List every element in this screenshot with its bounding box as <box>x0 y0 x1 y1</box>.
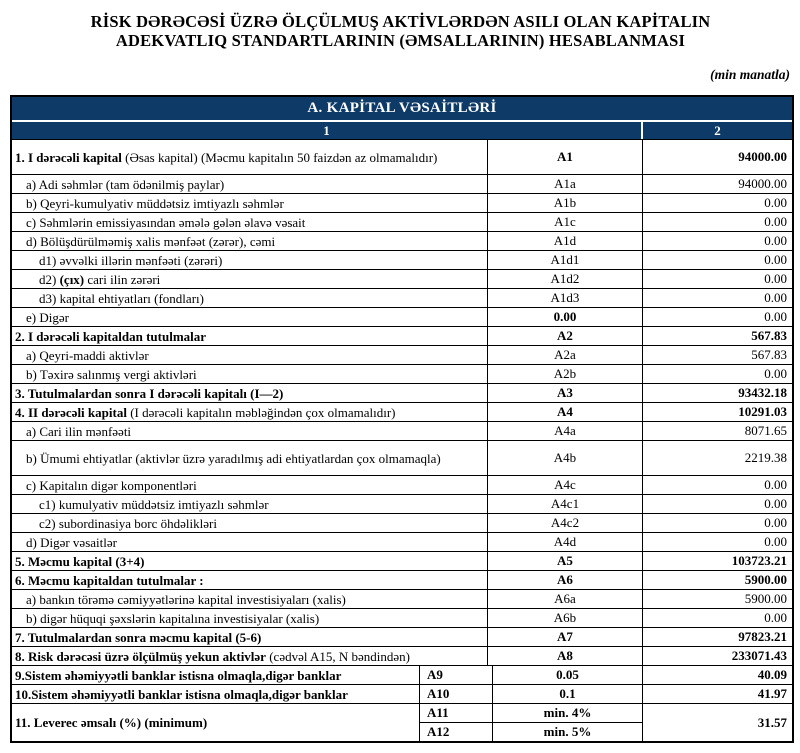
table-row <box>12 231 792 250</box>
table-row <box>12 608 792 627</box>
row-value: 94000.00 <box>642 175 792 193</box>
unit-note: (min manatla) <box>710 67 790 82</box>
row-label-text <box>15 592 346 607</box>
table-row <box>12 250 792 269</box>
row-value: 94000.00 <box>642 140 792 174</box>
row-label <box>12 140 487 174</box>
row-label <box>12 514 487 532</box>
row-value: 5900.00 <box>642 571 792 589</box>
table-row <box>12 174 792 193</box>
label-text: c1) kumulyativ müddətsiz imtiyazlı səhmlər <box>39 496 269 512</box>
row-label-text <box>15 196 284 211</box>
capital-table <box>10 95 794 743</box>
row-value: 8071.65 <box>642 422 792 440</box>
table-row <box>12 440 792 475</box>
label-text: b) Ümumi ehtiyatlar (aktivlər üzrə yaradılmış adi ehtiyatlardan çox olmamaqla) <box>26 450 441 466</box>
table-row <box>12 570 792 589</box>
row-label <box>12 647 487 665</box>
row-label <box>12 232 487 250</box>
column-header-2: 2 <box>641 122 792 139</box>
row-code: A6b <box>487 609 642 627</box>
column-header-1: 1 <box>323 123 330 138</box>
label-text: d3) kapital ehtiyatları (fondları) <box>39 290 204 306</box>
label-text: c2) subordinasiya borc öhdəlikləri <box>39 515 217 531</box>
row-code: A1d2 <box>487 270 642 288</box>
label-text: (cədvəl A15, N bəndindən) <box>265 648 411 664</box>
row-label <box>12 422 487 440</box>
table-row <box>12 551 792 570</box>
row-label-text <box>15 630 261 645</box>
row-code: A4c <box>487 476 642 494</box>
table-row <box>12 402 792 421</box>
row-value: 0.00 <box>642 270 792 288</box>
label-text: d1) əvvəlki illərin mənfəəti (zərəri) <box>39 252 223 268</box>
label-text: d2) <box>39 271 60 287</box>
row-code: A6 <box>487 571 642 589</box>
row-label <box>12 270 487 288</box>
row-value: 233071.43 <box>642 647 792 665</box>
row-label <box>12 552 487 570</box>
label-text: a) Cari ilin mənfəəti <box>26 423 132 439</box>
table-row <box>12 421 792 440</box>
row-label <box>12 308 487 326</box>
section-header: A. KAPİTAL VƏSAİTLƏRİ <box>12 97 792 120</box>
row-label <box>12 365 487 383</box>
row-code: A1a <box>487 175 642 193</box>
row-code: A4 <box>487 403 642 421</box>
row-label-text <box>15 329 206 344</box>
row-label-text <box>15 649 410 664</box>
row-label-text <box>15 253 222 268</box>
label-text: d) Bölüşdürülməmiş xalis mənfəət (zərər), cəmi <box>26 233 276 249</box>
row-label-text <box>15 715 207 730</box>
row-value: 0.00 <box>642 609 792 627</box>
table-row <box>12 475 792 494</box>
row-value: 97823.21 <box>642 628 792 646</box>
row-label <box>12 628 487 646</box>
row-label <box>12 346 487 364</box>
table-row <box>12 589 792 608</box>
label-text: 4. II dərəcəli kapital <box>15 404 127 420</box>
row-code: A4c2 <box>487 514 642 532</box>
table-row <box>12 364 792 383</box>
row-code: A12 <box>419 723 492 741</box>
label-text: 11. Leverec əmsalı (%) (minimum) <box>15 715 208 730</box>
row-value: 0.00 <box>642 232 792 250</box>
row-value: 0.00 <box>642 533 792 551</box>
row-label-text <box>15 497 269 512</box>
table-row <box>12 665 792 684</box>
column-header-row <box>12 120 792 139</box>
row-label-text <box>15 291 204 306</box>
row-label-text <box>15 234 275 249</box>
row-ratio-value: min. 5% <box>492 723 642 741</box>
table-row <box>12 269 792 288</box>
row-ratio-value: min. 4% <box>492 704 642 722</box>
row-value: 5900.00 <box>642 590 792 608</box>
row-label-text <box>15 386 283 401</box>
row-label <box>12 194 487 212</box>
label-text: e) Digər <box>26 309 69 325</box>
row-label-text <box>15 405 396 420</box>
row-label-text <box>15 611 319 626</box>
row-value: 567.83 <box>642 346 792 364</box>
row-label <box>12 590 487 608</box>
row-code: A2b <box>487 365 642 383</box>
label-text: a) bankın törəmə cəmiyyətlərinə kapital investisiyaları (xalis) <box>26 591 346 607</box>
row-ratio-value: 0.1 <box>492 685 642 703</box>
row-value: 0.00 <box>642 251 792 269</box>
label-text: a) Qeyri-maddi aktivlər <box>26 347 149 363</box>
table-row <box>12 326 792 345</box>
row-code: A2a <box>487 346 642 364</box>
row-code: A10 <box>419 685 492 703</box>
row-code: A4b <box>487 441 642 475</box>
row-label-text <box>15 668 341 683</box>
row-label <box>12 175 487 193</box>
label-text: c) Kapitalın digər komponentləri <box>26 477 197 493</box>
table-row <box>12 139 792 174</box>
row-label-text <box>15 573 204 588</box>
row-label-text <box>15 272 160 287</box>
row-code: A8 <box>487 647 642 665</box>
row-label <box>12 704 419 741</box>
row-code: A5 <box>487 552 642 570</box>
row-label <box>12 289 487 307</box>
row-label <box>12 609 487 627</box>
table-body <box>12 139 792 741</box>
table-row <box>12 288 792 307</box>
row-code: A2 <box>487 327 642 345</box>
row-ratio-value: 0.05 <box>492 666 642 684</box>
table-row <box>12 684 792 703</box>
row-label <box>12 571 487 589</box>
label-text: 2. I dərəcəli kapitaldan tutulmalar <box>15 328 207 344</box>
row-code: A1d3 <box>487 289 642 307</box>
row-code: A11 <box>419 704 492 722</box>
row-label <box>12 403 487 421</box>
row-code: 0.00 <box>487 308 642 326</box>
row-code: A1b <box>487 194 642 212</box>
table-row <box>12 193 792 212</box>
row-code: A1d <box>487 232 642 250</box>
row-label-text <box>15 451 441 466</box>
row-code: A7 <box>487 628 642 646</box>
row-label-text <box>15 424 131 439</box>
title-line-1: RİSK DƏRƏCƏSİ ÜZRƏ ÖLÇÜLMUŞ AKTİVLƏRDƏN ASILI OLAN KAPİTALIN <box>90 12 711 31</box>
row-label-text <box>15 554 144 569</box>
row-value: 2219.38 <box>642 441 792 475</box>
row-code: A4d <box>487 533 642 551</box>
row-value: 0.00 <box>642 308 792 326</box>
row-label-text <box>15 516 217 531</box>
leverage-sub-rows <box>419 704 642 741</box>
page-title <box>10 12 791 50</box>
row-code: A3 <box>487 384 642 402</box>
label-text: 8. Risk dərəcəsi üzrə ölçülmüş yekun aktivlər <box>15 648 266 664</box>
row-code: A6a <box>487 590 642 608</box>
row-value: 0.00 <box>642 476 792 494</box>
label-text: (Əsas kapital) (Məcmu kapitalın 50 faizdən az olmamalıdır) <box>121 149 438 165</box>
row-label-text <box>15 367 197 382</box>
label-text: b) digər hüquqi şəxslərin kapitalına investisiyalar (xalis) <box>26 610 320 626</box>
row-label <box>12 533 487 551</box>
table-row <box>12 212 792 231</box>
row-label <box>12 384 487 402</box>
label-text: a) Adi səhmlər (tam ödənilmiş paylar) <box>26 176 225 192</box>
row-label-text <box>15 310 69 325</box>
row-value: 0.00 <box>642 514 792 532</box>
title-line-2: ADEKVATLIQ STANDARTLARININ (ƏMSALLARININ) HESABLANMASI <box>115 31 686 50</box>
row-value: 41.97 <box>642 685 792 703</box>
row-label-text <box>15 348 149 363</box>
table-row <box>12 627 792 646</box>
row-value: 0.00 <box>642 365 792 383</box>
row-label <box>12 476 487 494</box>
row-value: 31.57 <box>642 704 792 741</box>
row-value: 567.83 <box>642 327 792 345</box>
label-text: (I dərəcəli kapitalın məbləğindən çox olmamalıdır) <box>126 404 396 420</box>
table-row <box>12 494 792 513</box>
label-text: b) Təxirə salınmış vergi aktivləri <box>26 366 197 382</box>
leverage-sub-row <box>419 722 642 741</box>
label-text: 9.Sistem əhəmiyyətli banklar istisna olmaqla,digər banklar <box>15 667 342 683</box>
row-label-text <box>15 535 117 550</box>
row-label <box>12 327 487 345</box>
row-value: 93432.18 <box>642 384 792 402</box>
row-value: 10291.03 <box>642 403 792 421</box>
row-label-text <box>15 478 197 493</box>
row-code: A1c <box>487 213 642 231</box>
row-code: A4c1 <box>487 495 642 513</box>
row-value: 0.00 <box>642 289 792 307</box>
row-value: 0.00 <box>642 495 792 513</box>
table-row <box>12 532 792 551</box>
label-text: 10.Sistem əhəmiyyətli banklar istisna olmaqla,digər banklar <box>15 686 348 702</box>
leverage-sub-row <box>419 704 642 722</box>
table-row <box>12 345 792 364</box>
label-text: 1. I dərəcəli kapital <box>15 149 122 165</box>
row-label <box>12 251 487 269</box>
label-text: c) Səhmlərin emissiyasından əmələ gələn əlavə vəsait <box>26 214 306 230</box>
row-label <box>12 213 487 231</box>
table-row <box>12 383 792 402</box>
row-label-text <box>15 215 305 230</box>
row-code: A9 <box>419 666 492 684</box>
row-label-text <box>15 687 348 702</box>
row-label <box>12 685 419 703</box>
row-label <box>12 666 419 684</box>
label-text: 5. Məcmu kapital (3+4) <box>15 553 145 569</box>
label-text: cari ilin zərəri <box>84 271 161 287</box>
row-value: 103723.21 <box>642 552 792 570</box>
row-code: A1d1 <box>487 251 642 269</box>
label-text: 3. Tutulmalardan sonra I dərəcəli kapitalı (I—2) <box>15 385 284 401</box>
row-value: 0.00 <box>642 213 792 231</box>
row-label <box>12 441 487 475</box>
row-code: A4a <box>487 422 642 440</box>
row-label-text <box>15 150 437 165</box>
table-row <box>12 646 792 665</box>
table-row <box>12 307 792 326</box>
label-text: 6. Məcmu kapitaldan tutulmalar : <box>15 572 204 588</box>
label-text: b) Qeyri-kumulyativ müddətsiz imtiyazlı səhmlər <box>26 195 284 211</box>
table-row <box>12 703 792 741</box>
table-row <box>12 513 792 532</box>
label-text: d) Digər vəsaitlər <box>26 534 117 550</box>
row-code: A1 <box>487 140 642 174</box>
label-text: (çıx) <box>59 271 85 287</box>
row-value: 40.09 <box>642 666 792 684</box>
row-label-text <box>15 177 224 192</box>
row-label <box>12 495 487 513</box>
row-value: 0.00 <box>642 194 792 212</box>
label-text: 7. Tutulmalardan sonra məcmu kapital (5-6) <box>15 629 262 645</box>
